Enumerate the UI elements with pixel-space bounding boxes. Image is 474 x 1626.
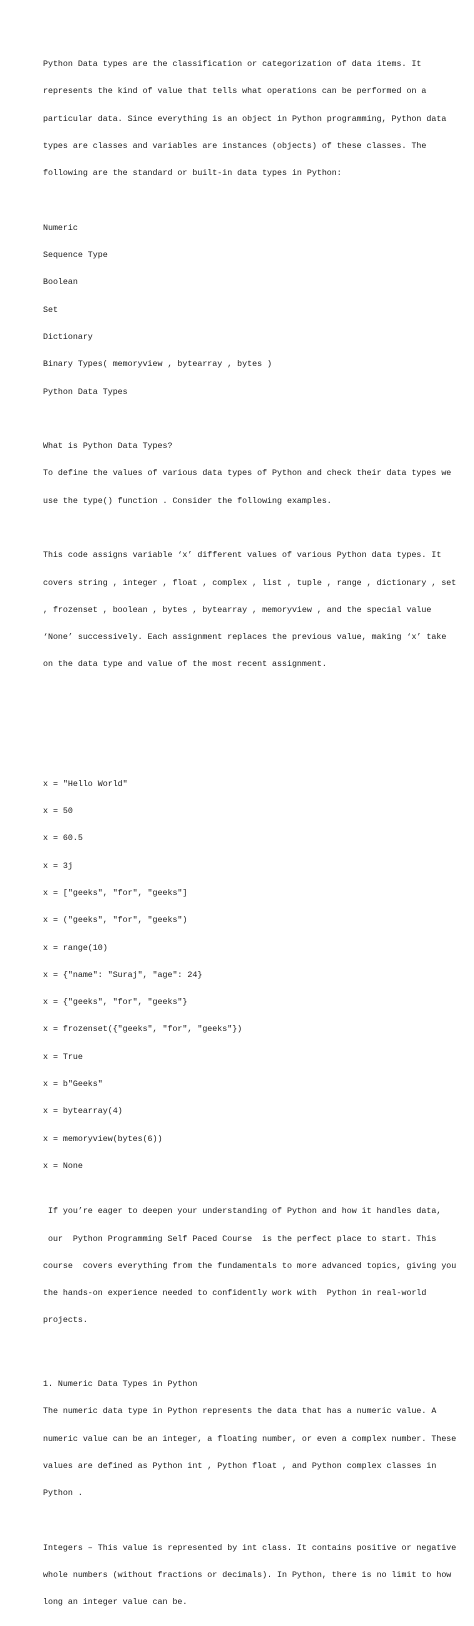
- course-paragraph: [43, 1189, 463, 1344]
- code-line: x = ("geeks", "for", "geeks"): [43, 916, 188, 926]
- what-section: [43, 424, 463, 524]
- intro-paragraph: [43, 42, 463, 197]
- integers-paragraph: [43, 1526, 463, 1626]
- spacer: [43, 415, 463, 424]
- code-line: x = True: [43, 1052, 83, 1062]
- list-item: Binary Types( memoryview , bytearray , bytes ): [43, 360, 273, 370]
- list-item: Numeric: [43, 223, 78, 233]
- assign-line: ‘None’ successively. Each assignment replaces the previous value, making ‘x’ take: [43, 633, 447, 643]
- code-line: x = range(10): [43, 943, 108, 953]
- code-line: x = 60.5: [43, 834, 83, 844]
- assign-line: , frozenset , boolean , bytes , bytearray , memoryview , and the special value: [43, 605, 432, 615]
- assign-line: This code assigns variable ‘x’ different values of various Python data types. It: [43, 551, 442, 561]
- code-line: x = b"Geeks": [43, 1079, 103, 1089]
- spacer: [43, 197, 463, 206]
- code-line: x = ["geeks", "for", "geeks"]: [43, 888, 188, 898]
- list-item: Boolean: [43, 278, 78, 288]
- spacer: [43, 524, 463, 533]
- data-types-list: [43, 206, 463, 415]
- code-block: [43, 762, 463, 1189]
- list-item: Sequence Type: [43, 251, 108, 261]
- code-line: x = memoryview(bytes(6)): [43, 1134, 163, 1144]
- what-line: use the type() function . Consider the following examples.: [43, 496, 332, 506]
- code-line: x = "Hello World": [43, 779, 128, 789]
- intro-line: types are classes and variables are instances (objects) of these classes. The: [43, 142, 427, 152]
- what-line: To define the values of various data types of Python and check their data types we: [43, 469, 452, 479]
- code-line: x = 50: [43, 807, 73, 817]
- numeric-section: [43, 1362, 463, 1517]
- spacer: [43, 725, 463, 762]
- intro-line: particular data. Since everything is an object in Python programming, Python data: [43, 114, 447, 124]
- section-heading: What is Python Data Types?: [43, 442, 173, 452]
- code-line: x = {"name": "Suraj", "age": 24}: [43, 970, 203, 980]
- spacer: [43, 1516, 463, 1525]
- intro-line: represents the kind of value that tells what operations can be performed on a: [43, 87, 427, 97]
- course-line: our Python Programming Self Paced Course is the perfect place to start. This: [43, 1234, 437, 1244]
- course-line: course covers everything from the fundamentals to more advanced topics, giving you: [43, 1261, 457, 1271]
- code-line: x = bytearray(4): [43, 1107, 123, 1117]
- numeric-line: The numeric data type in Python represents the data that has a numeric value. A: [43, 1407, 437, 1417]
- section-heading: 1. Numeric Data Types in Python: [43, 1380, 198, 1390]
- assign-paragraph: [43, 533, 463, 688]
- intro-line: following are the standard or built-in data types in Python:: [43, 169, 342, 179]
- document-page: [43, 42, 463, 1626]
- course-line: If you’re eager to deepen your understanding of Python and how it handles data,: [43, 1207, 442, 1217]
- integers-line: whole numbers (without fractions or decimals). In Python, there is no limit to how: [43, 1571, 452, 1580]
- numeric-line: numeric value can be an integer, a floating number, or even a complex number. These: [43, 1434, 457, 1444]
- numeric-line: Python .: [43, 1489, 83, 1499]
- list-item: Python Data Types: [43, 387, 128, 397]
- code-line: x = frozenset({"geeks", "for", "geeks"}): [43, 1025, 243, 1035]
- course-line: the hands-on experience needed to confidently work with Python in real-world: [43, 1289, 427, 1299]
- code-line: x = {"geeks", "for", "geeks"}: [43, 998, 188, 1008]
- code-line: x = None: [43, 1161, 83, 1171]
- assign-line: covers string , integer , float , complex , list , tuple , range , dictionary , set: [43, 578, 457, 588]
- integers-line: long an integer value can be.: [43, 1598, 188, 1608]
- integers-line: Integers – This value is represented by int class. It contains positive or negative: [43, 1543, 457, 1553]
- spacer: [43, 1353, 463, 1362]
- intro-line: Python Data types are the classification or categorization of data items. It: [43, 60, 422, 70]
- assign-line: on the data type and value of the most recent assignment.: [43, 660, 327, 670]
- course-line: projects.: [43, 1316, 88, 1326]
- code-line: x = 3j: [43, 861, 73, 871]
- spacer: [43, 688, 463, 725]
- list-item: Set: [43, 305, 58, 315]
- list-item: Dictionary: [43, 333, 93, 342]
- numeric-line: values are defined as Python int , Python float , and Python complex classes in: [43, 1461, 437, 1471]
- spacer: [43, 1344, 463, 1353]
